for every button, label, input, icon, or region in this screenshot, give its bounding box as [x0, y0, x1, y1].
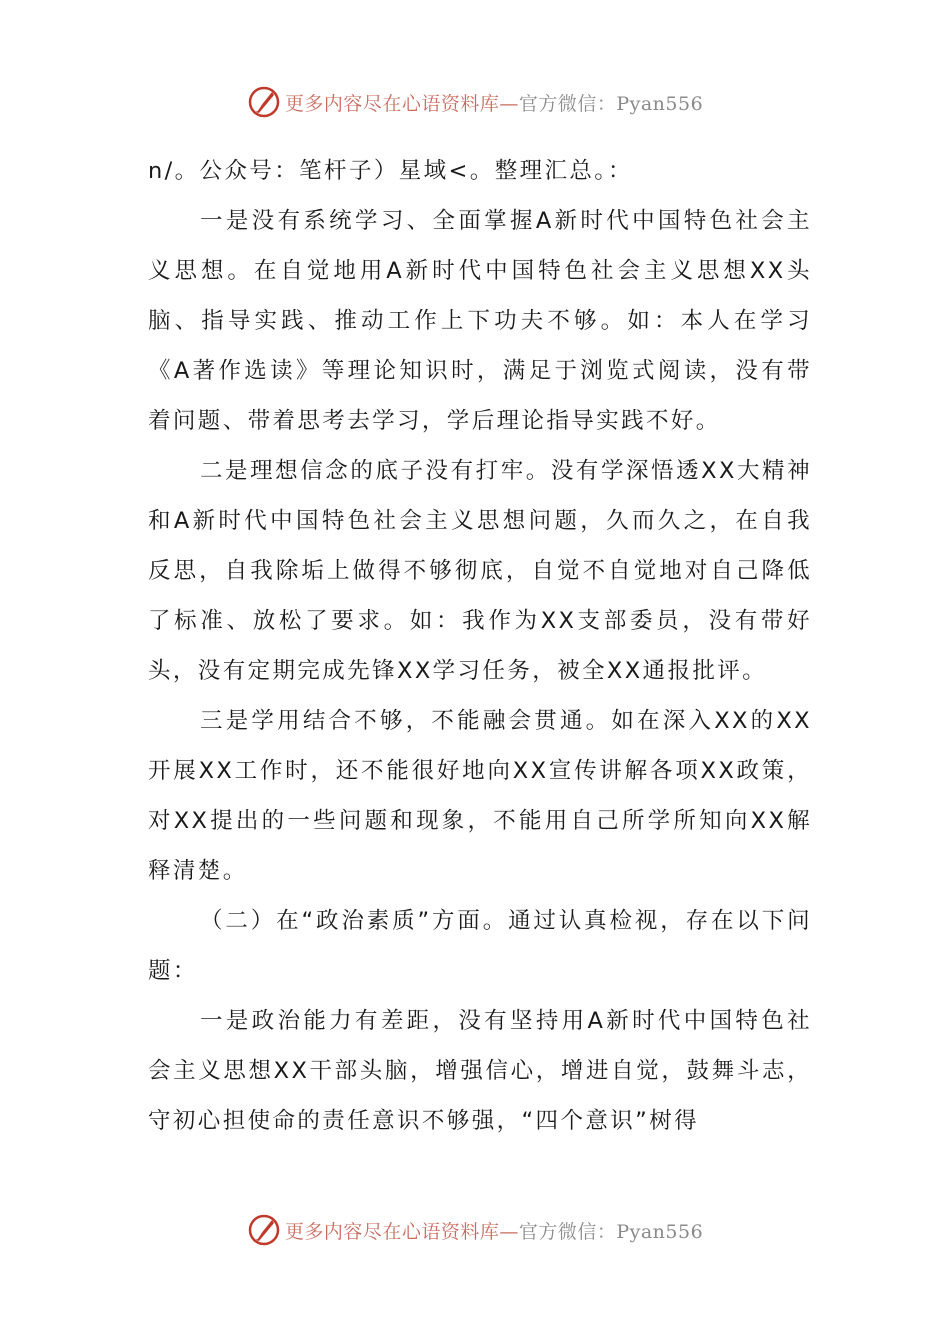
paragraph-3: 三是学用结合不够，不能融会贯通。如在深入XX的XX开展XX工作时，还不能很好地向XX宣传讲解各项XX政策，对XX提出的一些问题和现象，不能用自己所学所知向XX解释清楚。 [148, 708, 812, 884]
wechat-id: 官方微信：Pyan556 [518, 1220, 704, 1243]
footer-banner [0, 1210, 950, 1250]
paragraph-2: 二是理想信念的底子没有打牢。没有学深悟透XX大精神和A新时代中国特色社会主义思想问题，久而久之，在自我反思，自我除垢上做得不够彻底，自觉不自觉地对自己降低了标准、放松了要求。如：我作为XX支部委员，没有带好头，没有定期完成先锋XX学习任务，被全XX通报批评。 [148, 458, 812, 684]
paragraph-0: n/。公众号：笔杆子）星域<。整理汇总。： [148, 158, 633, 184]
site-name: 更多内容尽在心语资料库— [284, 92, 519, 115]
document-body [148, 146, 812, 1146]
wechat-id: 官方微信：Pyan556 [518, 92, 704, 115]
paragraph-5: 一是政治能力有差距，没有坚持用A新时代中国特色社会主义思想XX干部头脑，增强信心，增进自觉，鼓舞斗志，守初心担使命的责任意识不够强，“四个意识”树得 [148, 1008, 812, 1134]
section-heading: （二）在“政治素质”方面。通过认真检视，存在以下问题： [148, 908, 812, 984]
site-name: 更多内容尽在心语资料库— [284, 1220, 519, 1243]
paragraph-1: 一是没有系统学习、全面掌握A新时代中国特色社会主义思想。在自觉地用A新时代中国特色社会主义思想XX头脑、指导实践、推动工作上下功夫不够。如：本人在学习《A著作选读》等理论知识时，满足于浏览式阅读，没有带着问题、带着思考去学习，学后理论指导实践不好。 [148, 208, 812, 434]
header-banner [0, 82, 950, 122]
quill-logo-icon [247, 1213, 281, 1247]
quill-logo-icon [247, 85, 281, 119]
